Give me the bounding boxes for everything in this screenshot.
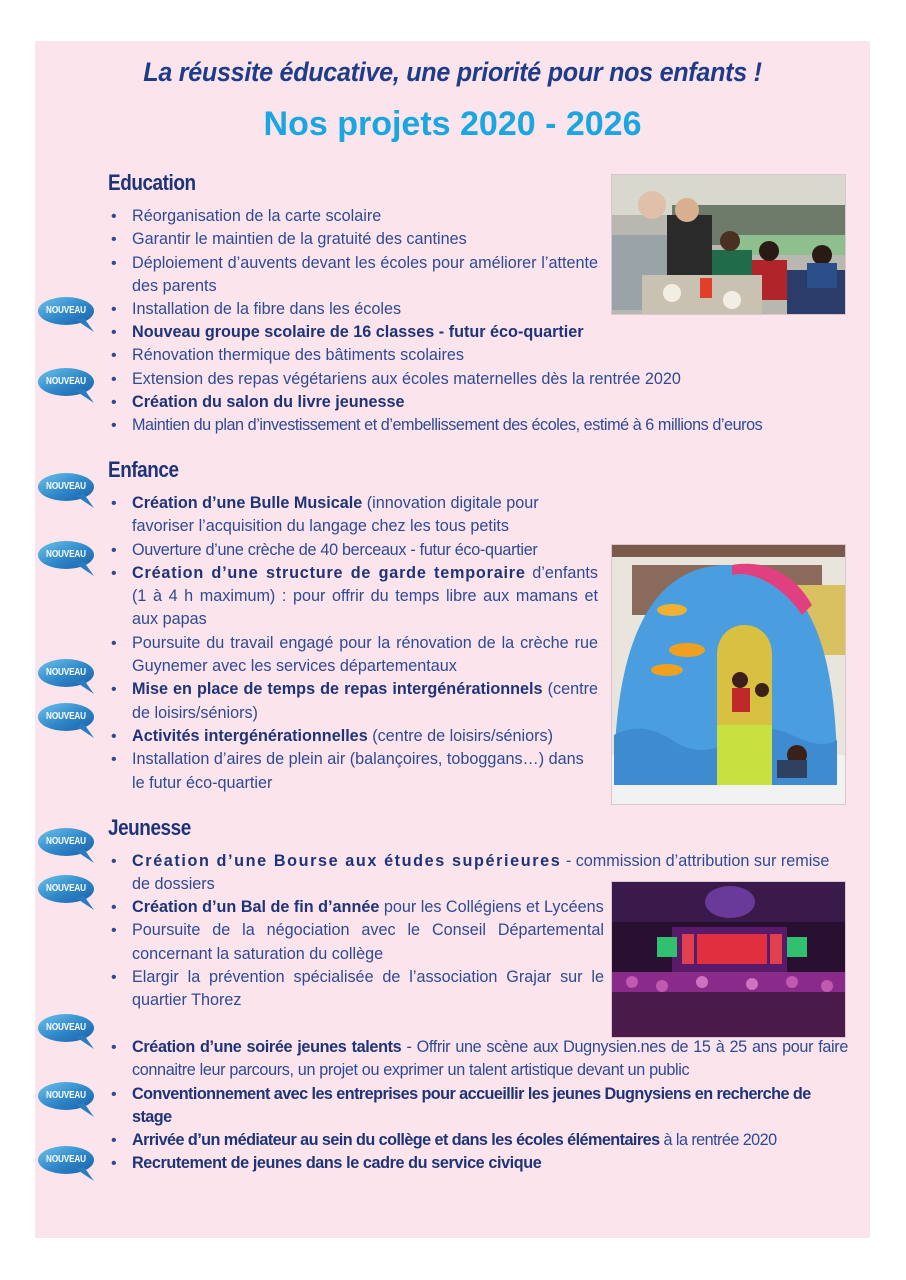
list-item: • Rénovation thermique des bâtiments scolaires: [108, 344, 848, 367]
nouveau-badge: NOUVEAU: [38, 702, 98, 742]
photo-concert: [611, 881, 846, 1038]
list-item: • Garantir le maintien de la gratuité des cantines: [108, 228, 598, 251]
list-item: • Poursuite du travail engagé pour la rénovation de la crèche rue Guynemer avec les services départementaux: [108, 632, 598, 679]
speech-bubble-icon: [38, 874, 98, 914]
tagline: La réussite éducative, une priorité pour nos enfants !: [143, 57, 762, 87]
speech-bubble-icon: [38, 1081, 98, 1121]
speech-bubble-icon: [38, 702, 98, 742]
section-title-jeunesse: Jeunesse: [108, 815, 191, 840]
nouveau-badge: NOUVEAU: [38, 472, 98, 512]
list-item: • Conventionnement avec les entreprises pour accueillir les jeunes Dugnysiens en recherche de stage: [108, 1083, 848, 1130]
speech-bubble-icon: [38, 1013, 98, 1053]
list-item: • Activités intergénérationnelles (centre de loisirs/séniors): [108, 725, 598, 748]
photo-canteen: [611, 174, 846, 315]
speech-bubble-icon: [38, 296, 98, 336]
speech-bubble-icon: [38, 827, 98, 867]
photo-bulle-musicale: [611, 544, 846, 805]
nouveau-badge: NOUVEAU: [38, 827, 98, 867]
list-item: • Poursuite de la négociation avec le Conseil Départemental concernant la saturation du collège: [108, 919, 604, 966]
nouveau-badge: NOUVEAU: [38, 1145, 98, 1185]
list-item: • Création d’un Bal de fin d’année pour les Collégiens et Lycéens: [108, 896, 604, 919]
speech-bubble-icon: [38, 1145, 98, 1185]
list-item: • Installation d’aires de plein air (balançoires, toboggans…) dans le futur éco-quartier: [108, 748, 598, 795]
list-enfance: [108, 492, 598, 795]
list-item: • Création d’une Bulle Musicale (innovation digitale pour favoriser l’acquisition du langage chez les tous petits: [108, 492, 598, 539]
concert-photo-illustration: [612, 882, 845, 1037]
list-education: [108, 205, 598, 321]
nouveau-badge: NOUVEAU: [38, 874, 98, 914]
list-item: • Installation de la fibre dans les écoles: [108, 298, 598, 321]
nouveau-badge: NOUVEAU: [38, 1013, 98, 1053]
canteen-photo-illustration: [612, 175, 845, 314]
speech-bubble-icon: [38, 540, 98, 580]
list-item: • Déploiement d’auvents devant les écoles pour améliorer l’attente des parents: [108, 252, 598, 299]
speech-bubble-icon: [38, 658, 98, 698]
list-item: • Nouveau groupe scolaire de 16 classes - futur éco-quartier: [108, 321, 848, 344]
list-item: • Création d’une soirée jeunes talents - Offrir une scène aux Dugnysien.nes de 15 à 25 ans pour faire connaitre leur parcours, un projet ou exprimer un talent artistique devant un public: [108, 1036, 848, 1083]
section-title-education: Education: [108, 170, 196, 195]
list-item: • Création d’une structure de garde temporaire d’enfants (1 à 4 h maximum) : pour offrir du temps libre aux mamans et aux papas: [108, 562, 598, 632]
list-item: • Création du salon du livre jeunesse: [108, 391, 848, 414]
list-item: • Ouverture d’une crèche de 40 berceaux - futur éco-quartier: [108, 539, 598, 562]
list-jeunesse-wide: [108, 1036, 848, 1176]
speech-bubble-icon: [38, 472, 98, 512]
list-jeunesse-narrow: [108, 896, 604, 1012]
list-item: • Arrivée d’un médiateur au sein du collège et dans les écoles élémentaires à la rentrée 2020: [108, 1129, 848, 1152]
list-item: • Extension des repas végétariens aux écoles maternelles dès la rentrée 2020: [108, 368, 848, 391]
list-item: • Recrutement de jeunes dans le cadre du service civique: [108, 1152, 848, 1175]
nouveau-badge: NOUVEAU: [38, 540, 98, 580]
list-item: • Création d’une Bourse aux études supérieures - commission d’attribution sur remise de dossiers: [108, 850, 848, 897]
nouveau-badge: NOUVEAU: [38, 367, 98, 407]
list-item: • Elargir la prévention spécialisée de l’association Grajar sur le quartier Thorez: [108, 966, 604, 1013]
list-jeunesse: [108, 850, 848, 897]
list-item: • Maintien du plan d’investissement et d’embellissement des écoles, estimé à 6 millions d’euros: [108, 414, 848, 437]
page-title: Nos projets 2020 - 2026: [263, 105, 642, 143]
list-item: • Réorganisation de la carte scolaire: [108, 205, 598, 228]
list-item: • Mise en place de temps de repas intergénérationnels (centre de loisirs/séniors): [108, 678, 598, 725]
dome-photo-illustration: [612, 545, 845, 804]
nouveau-badge: NOUVEAU: [38, 1081, 98, 1121]
list-education-cont: [108, 321, 848, 437]
section-title-enfance: Enfance: [108, 457, 179, 482]
nouveau-badge: NOUVEAU: [38, 658, 98, 698]
flyer-page: [35, 41, 870, 1238]
speech-bubble-icon: [38, 367, 98, 407]
nouveau-badge: NOUVEAU: [38, 296, 98, 336]
